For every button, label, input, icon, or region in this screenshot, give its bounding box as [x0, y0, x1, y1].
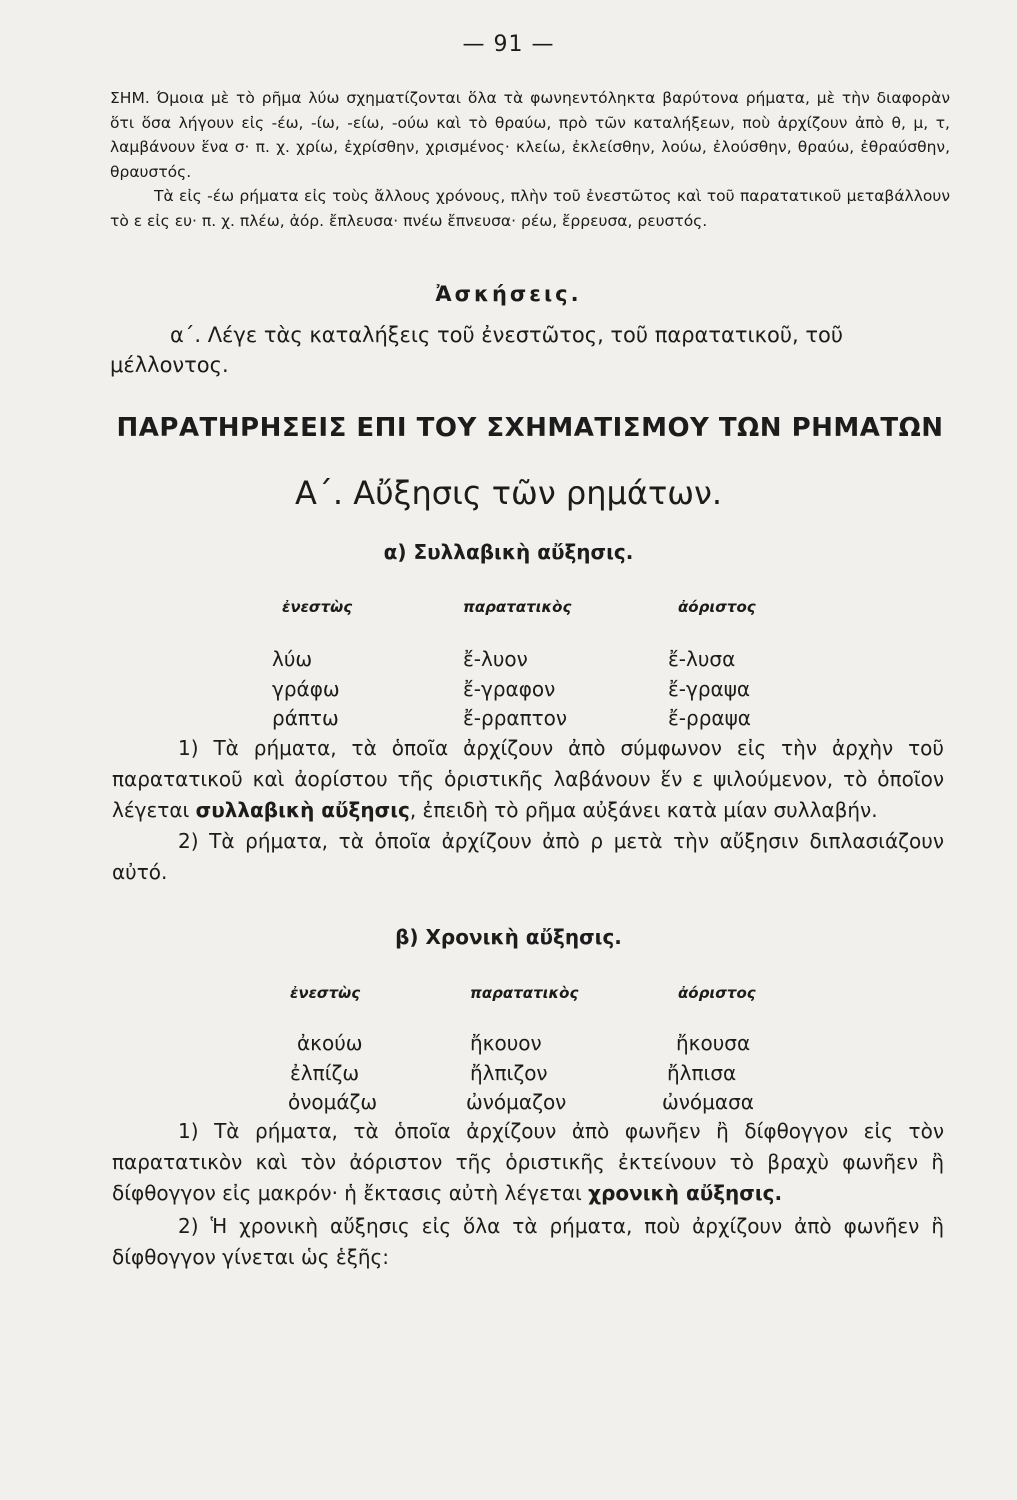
syllabic-rules	[112, 733, 944, 888]
table-cell: ὠνόμαζον	[466, 1090, 567, 1114]
table-cell: λύω	[272, 647, 313, 671]
table-cell: ὀνομάζω	[288, 1090, 378, 1114]
table-cell: ἤλπισα	[667, 1061, 737, 1085]
syllabic-title: α) Συλλαβικὴ αὔξησις.	[383, 540, 634, 564]
note-paragraph: ΣΗΜ. Όμοια μὲ τὸ ρῆμα λύω σχηματίζονται ὅλα τὰ φωνηεντόληκτα βαρύτονα ρήματα, μὲ τὴν διαφορὰν ὅτι ὅσα λήγουν εἰς -έω, -ίω, -είω, -ούω καὶ τὸ θραύω, πρὸ τῶν καταλήξεων, ποὺ ἀρχίζουν ἀπὸ θ, μ, τ, λαμβάνουν ἕνα σ· π. χ. χρίω, ἐχρίσθην, χρισμένος· κλείω, ἐκλείσθην, λούω, ἐλούσθην, θραύω, ἐθραύσθην, θραυστός.	[110, 89, 950, 181]
column-header: ἀόριστος	[678, 984, 756, 1002]
table-cell: ἤκουσα	[676, 1031, 751, 1055]
exercises-heading: Ἀσκήσεις.	[435, 282, 582, 306]
rule-term: χρονικὴ αὔξησις.	[588, 1181, 783, 1205]
table-cell: ὠνόμασα	[662, 1090, 754, 1114]
column-header: ἐνεστὼς	[282, 598, 353, 616]
rule-term: συλλαβικὴ αὔξησις	[195, 798, 410, 822]
column-header: παρατατικὸς	[463, 598, 572, 616]
column-header: παρατατικὸς	[470, 984, 579, 1002]
note-block	[110, 86, 950, 233]
table-cell: ἐλπίζω	[290, 1061, 360, 1085]
column-header: ἀόριστος	[678, 598, 756, 616]
rule-paragraph	[112, 1116, 944, 1209]
table-cell: ἔ-ρραψα	[668, 706, 751, 730]
table-cell: ἔ-λυον	[463, 647, 528, 671]
temporal-rules	[112, 1116, 944, 1273]
table-cell: γράφω	[272, 677, 340, 701]
note-paragraph: Τὰ εἰς -έω ρήματα εἰς τοὺς ἄλλους χρόνους, πλὴν τοῦ ἐνεστῶτος καὶ τοῦ παρατατικοῦ μεταβάλλουν τὸ ε εἰς ευ· π. χ. πλέω, ἀόρ. ἔπλευσα· πνέω ἔπνευσα· ρέω, ἔρρευσα, ρευστός.	[110, 187, 950, 230]
rule-text: , ἐπειδὴ τὸ ρῆμα αὐξάνει κατὰ μίαν συλλαβήν.	[409, 798, 878, 822]
table-cell: ἤκουον	[470, 1031, 542, 1055]
rule-paragraph: 2) Τὰ ρήματα, τὰ ὁποῖα ἀρχίζουν ἀπὸ ρ μετὰ τὴν αὔξησιν διπλασιάζουν αὐτό.	[112, 829, 944, 884]
table-cell: ἤλπιζον	[470, 1061, 548, 1085]
temporal-title: β) Χρονικὴ αὔξησις.	[395, 925, 622, 949]
exercise-item: α΄. Λέγε τὰς καταλήξεις τοῦ ἐνεστῶτος, τοῦ παρατατικοῦ, τοῦ μέλλοντος.	[110, 323, 843, 377]
column-header: ἐνεστὼς	[290, 984, 361, 1002]
rule-text: 1) Τὰ ρήματα, τὰ ὁποῖα ἀρχίζουν ἀπὸ σύμφωνον εἰς τὴν ἀρχὴν τοῦ παρατατικοῦ καὶ ἀορίστου τῆς ὁριστικῆς λαβάνουν ἕν ε ψιλούμενον, τὸ ὁποῖον λέγεται	[112, 736, 944, 822]
rule-text: 1) Τὰ ρήματα, τὰ ὁποῖα ἀρχίζουν ἀπὸ φωνῆεν ἢ δίφθογγον εἰς τὸν παρατατικὸν καὶ τὸν ἀόριστον τῆς ὁριστικῆς ἐκτείνουν τὸ βραχὺ φωνῆεν ἢ δίφθογγον εἰς μακρόν· ἡ ἔκτασις αὐτὴ λέγεται	[112, 1119, 944, 1205]
rule-paragraph	[112, 733, 944, 826]
table-cell: ἔ-γραψα	[668, 677, 751, 701]
exercises-block	[110, 320, 950, 380]
table-cell: ράπτω	[272, 706, 339, 730]
table-cell: ἀκούω	[297, 1031, 363, 1055]
chapter-title: Α΄. Αὔξησις τῶν ρημάτων.	[294, 474, 723, 512]
section-title: ΠΑΡΑΤΗΡΗΣΕΙΣ ΕΠΙ ΤΟΥ ΣΧΗΜΑΤΙΣΜΟΥ ΤΩΝ ΡΗΜΑΤΩΝ	[116, 413, 944, 443]
table-cell: ἔ-ρραπτον	[463, 706, 568, 730]
table-cell: ἔ-λυσα	[668, 647, 736, 671]
table-cell: ἔ-γραφον	[463, 677, 556, 701]
rule-paragraph: 2) Ἡ χρονικὴ αὔξησις εἰς ὅλα τὰ ρήματα, ποὺ ἀρχίζουν ἀπὸ φωνῆεν ἢ δίφθογγον γίνεται ὡς ἑξῆς:	[112, 1214, 944, 1269]
page-number: — 91 —	[462, 32, 555, 57]
